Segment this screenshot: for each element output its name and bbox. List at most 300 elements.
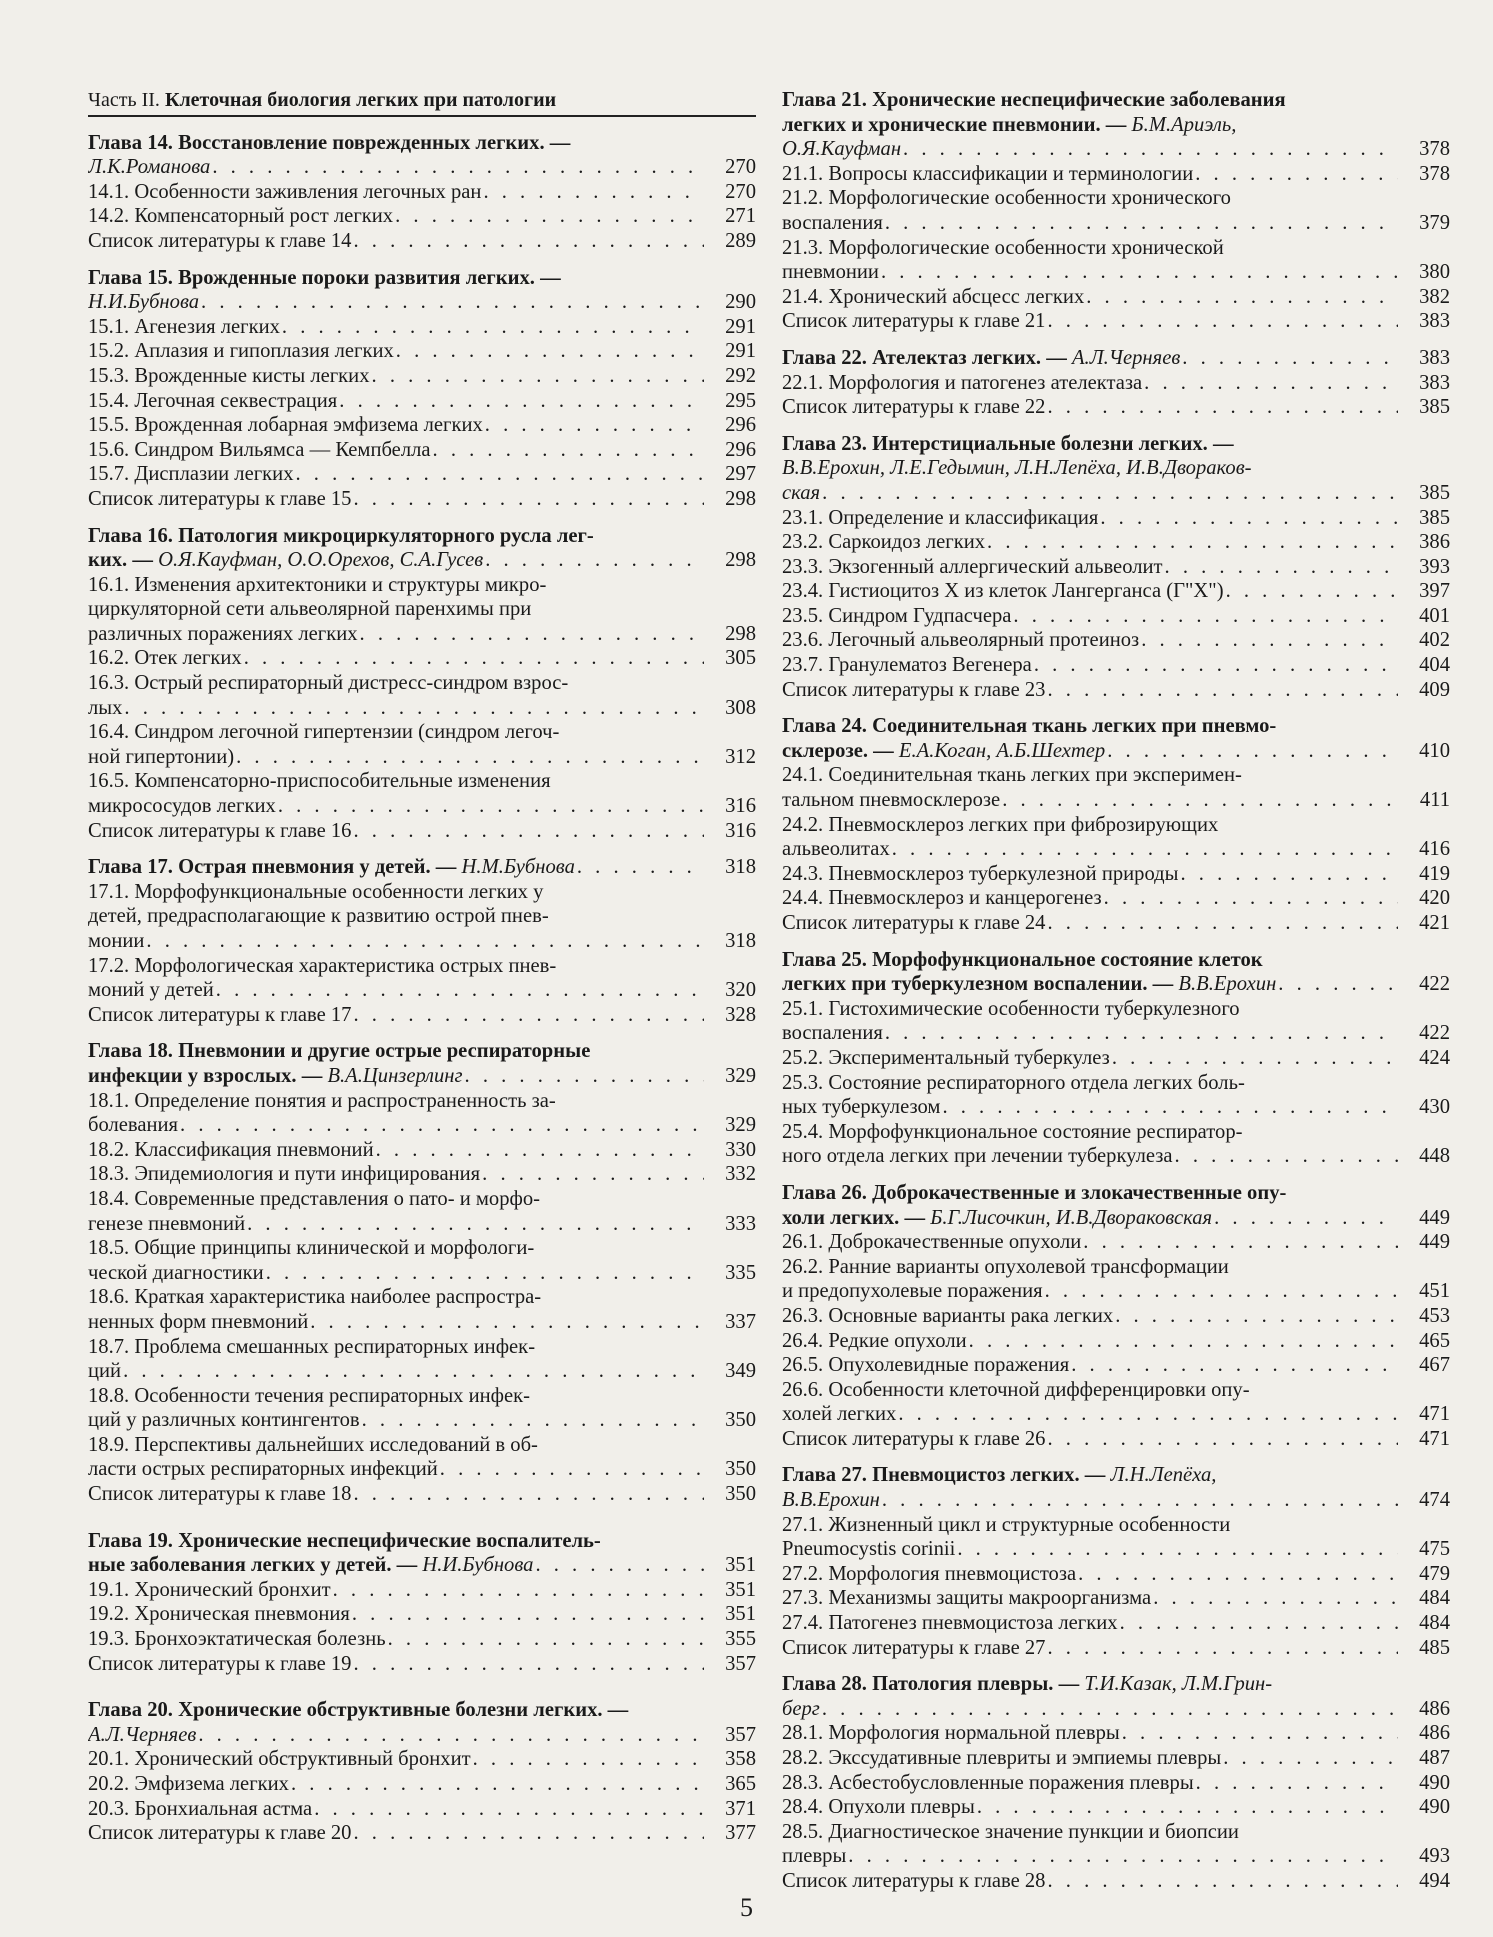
page-ref: 350: [725, 1483, 756, 1506]
line-lead: [782, 1514, 1230, 1536]
chapter-entry: [88, 1529, 756, 1677]
section-entry: [88, 1482, 756, 1507]
section-title: воспаления: [782, 211, 883, 234]
line-lead: [88, 413, 483, 438]
line-text: [782, 678, 1404, 703]
section-title: Список литературы к главе 20: [88, 1822, 352, 1845]
line-lead: [782, 1844, 846, 1869]
line-lead: [782, 1230, 1081, 1255]
section-entry: [88, 204, 756, 229]
line-lead: [88, 1003, 351, 1028]
section-title: пневмонии: [782, 261, 879, 284]
section-title: Список литературы к главе 23: [782, 678, 1046, 701]
line-lead: [88, 955, 556, 977]
dot-leader: [1047, 911, 1398, 936]
section-title: 16.1. Изменения архитектоники и структуры микро-: [88, 573, 547, 596]
line-lead: [782, 211, 883, 236]
section-title: Pneumocystis corinii: [782, 1538, 956, 1561]
entry-line: [88, 671, 756, 696]
page-ref: 484: [1419, 1587, 1450, 1610]
dot-leader: [822, 481, 1398, 506]
section-entry: [782, 285, 1450, 310]
entry-line: [782, 862, 1450, 887]
line-lead: [88, 770, 551, 792]
chapter-title-line: [88, 1039, 756, 1064]
line-lead: [88, 487, 351, 512]
line-text: [88, 1138, 710, 1163]
line-lead: [88, 1408, 360, 1433]
page-ref: 379: [1419, 211, 1450, 234]
line-text: [782, 555, 1404, 580]
line-text: [782, 1697, 1404, 1722]
section-title: 26.6. Особенности клеточной дифференцировки опу-: [782, 1378, 1250, 1401]
line-text: [88, 1797, 710, 1822]
line-text: [88, 339, 710, 364]
line-lead: [88, 1627, 386, 1652]
entry-line: [88, 1089, 756, 1114]
section-title: ческой диагностики: [88, 1261, 264, 1284]
section-title: Список литературы к главе 24: [782, 912, 1046, 934]
entry-line: [782, 1329, 1450, 1354]
chapter-title-text: Глава 19. Хронические неспецифические воспалитель-: [88, 1529, 601, 1552]
line-text: [782, 186, 1450, 211]
dot-leader: [353, 229, 704, 254]
line-text: [88, 720, 756, 745]
dot-leader: [881, 260, 1398, 285]
line-lead: [782, 395, 1045, 420]
line-text: [782, 1144, 1404, 1169]
section-title: 19.2. Хроническая пневмония: [88, 1603, 350, 1626]
section-title: различных поражениях легких: [88, 622, 358, 645]
line-lead: [782, 1464, 1216, 1486]
entry-line: [88, 1652, 756, 1677]
chapter-authors: Н.И.Бубнова: [88, 291, 200, 314]
section-title: 25.4. Морфофункциональное состояние респиратор-: [782, 1120, 1243, 1143]
section-title: Список литературы к главе 18: [88, 1483, 352, 1506]
page-ref: 292: [725, 364, 756, 387]
chapter-authors: Н.М.Бубнова: [461, 856, 575, 879]
section-entry: [88, 438, 756, 463]
section-title: 18.2. Классификация пневмоний: [88, 1138, 374, 1161]
dot-leader: [291, 1772, 704, 1797]
chapter-title-line: [88, 1553, 756, 1578]
line-text: [782, 837, 1404, 862]
chapter-authors: А.Л.Черняев: [1071, 346, 1181, 369]
line-lead: [88, 1310, 308, 1335]
dot-leader: [465, 1064, 704, 1089]
entry-line: [88, 1113, 756, 1138]
line-lead: [88, 1261, 264, 1286]
line-text: [782, 1636, 1404, 1661]
page-ref: 328: [725, 1003, 756, 1026]
section-title: 28.4. Опухоли плевры: [782, 1796, 975, 1819]
section-entry: [88, 720, 756, 769]
line-text: [88, 1698, 756, 1723]
section-title: Список литературы к главе 17: [88, 1003, 352, 1026]
section-entry: [782, 1562, 1450, 1587]
section-title: плевры: [782, 1845, 847, 1868]
section-entry: [782, 763, 1450, 812]
line-text: [782, 1206, 1404, 1231]
line-lead: [782, 739, 1105, 764]
line-text: [782, 88, 1450, 113]
section-title: 17.2. Морфологическая характеристика острых пнев-: [88, 954, 557, 977]
line-text: [88, 1039, 756, 1064]
dot-leader: [201, 290, 704, 315]
line-lead: [782, 972, 1276, 997]
page-ref: 484: [1419, 1612, 1450, 1635]
section-entry: [88, 1772, 756, 1797]
entry-line: [88, 339, 756, 364]
section-title: 21.4. Хронический абсцесс легких: [782, 285, 1085, 308]
entry-line: [88, 880, 756, 905]
line-text: [88, 548, 710, 573]
line-lead: [88, 1699, 628, 1721]
section-title: 18.1. Определение понятия и распространенность за-: [88, 1089, 556, 1112]
section-entry: [88, 769, 756, 818]
section-title: 25.3. Состояние респираторного отдела легких боль-: [782, 1071, 1245, 1094]
page-ref: 351: [725, 1603, 756, 1626]
part-title: Клеточная биология легких при патологии: [164, 89, 557, 111]
entry-line: [782, 506, 1450, 531]
section-entry: [782, 309, 1450, 334]
entry-line: [88, 1138, 756, 1163]
chapter-title-text: Глава 24. Соединительная ткань легких при пневмо-: [782, 715, 1277, 738]
entry-line: [88, 1457, 756, 1482]
chapter-title-text: Глава 20. Хронические обструктивные болезни легких. —: [88, 1699, 629, 1722]
section-title: 19.3. Бронхоэктатическая болезнь: [88, 1628, 386, 1651]
line-text: [782, 432, 1450, 457]
dot-leader: [885, 211, 1398, 236]
line-lead: [782, 1488, 880, 1513]
entry-line: [782, 1795, 1450, 1820]
dot-leader: [1112, 1046, 1398, 1071]
line-lead: [782, 260, 879, 285]
dot-leader: [1165, 555, 1398, 580]
entry-line: [782, 579, 1450, 604]
entry-line: [782, 1279, 1450, 1304]
line-text: [88, 1408, 710, 1433]
section-entry: [88, 487, 756, 512]
section-entry: [782, 628, 1450, 653]
chapter-authors: Б.Г.Лисочкин, И.В.Двораковская: [930, 1206, 1213, 1229]
section-entry: [782, 813, 1450, 862]
chapter-authors: Л.К.Романова: [88, 156, 211, 179]
page-ref: 467: [1419, 1354, 1450, 1377]
line-text: [88, 438, 710, 463]
line-lead: [88, 1772, 289, 1797]
entry-line: [88, 413, 756, 438]
line-text: [782, 1820, 1450, 1845]
section-entry: [88, 1627, 756, 1652]
entry-line: [88, 904, 756, 929]
line-text: [88, 1187, 756, 1212]
dot-leader: [198, 1723, 704, 1748]
section-entry: [88, 1089, 756, 1138]
chapter-title-line: [782, 1697, 1450, 1722]
section-title: 23.7. Гранулематоз Вегенера: [782, 654, 1032, 677]
page-ref: 291: [725, 315, 756, 338]
line-text: [782, 346, 1404, 371]
section-entry: [782, 186, 1450, 235]
entry-line: [88, 794, 756, 819]
line-text: [88, 413, 710, 438]
chapter-title-line: [88, 1698, 756, 1723]
chapter-title-line: [782, 714, 1450, 739]
line-text: [782, 1869, 1404, 1894]
entry-line: [782, 604, 1450, 629]
dot-leader: [180, 1113, 704, 1138]
dot-leader: [1182, 346, 1398, 371]
section-entry: [88, 462, 756, 487]
dot-leader: [1115, 1304, 1398, 1329]
dot-leader: [440, 1457, 704, 1482]
section-title: болевания: [88, 1114, 179, 1137]
chapter-authors: Е.А.Коган, А.Б.Шехтер: [898, 739, 1106, 762]
line-text: [88, 290, 710, 315]
chapter-title-text: легких при туберкулезном воспалении. —: [782, 973, 1174, 996]
chapter-title-line: [88, 290, 756, 315]
chapter-authors: Т.И.Казак, Л.М.Грин-: [1084, 1673, 1273, 1696]
chapter-entry: [88, 1039, 756, 1506]
section-title: 23.4. Гистиоцитоз Х из клеток Лангерганса (Г"Х"): [782, 580, 1224, 603]
dot-leader: [1078, 1562, 1398, 1587]
page-ref: 479: [1419, 1562, 1450, 1585]
line-lead: [88, 1457, 438, 1482]
section-title: 28.2. Экссудативные плевриты и эмпиемы плевры: [782, 1747, 1222, 1769]
line-text: [782, 371, 1404, 396]
section-title: 15.3. Врожденные кисты легких: [88, 364, 370, 387]
dot-leader: [376, 1138, 704, 1163]
section-entry: [782, 678, 1450, 703]
line-lead: [88, 1237, 534, 1259]
chapter-title-text: инфекции у взрослых. —: [88, 1064, 323, 1087]
section-entry: [782, 236, 1450, 285]
page-ref: 318: [725, 930, 756, 952]
section-title: Список литературы к главе 16: [88, 819, 352, 842]
entry-line: [88, 1772, 756, 1797]
section-title: 18.6. Краткая характеристика наиболее распростра-: [88, 1286, 542, 1309]
section-title: 24.3. Пневмосклероз туберкулезной природы: [782, 862, 1179, 885]
entry-line: [88, 1482, 756, 1507]
section-title: 25.2. Экспериментальный туберкулез: [782, 1046, 1110, 1069]
section-title: 15.6. Синдром Вильямса — Кемпбелла: [88, 438, 431, 461]
line-text: [88, 794, 710, 819]
line-text: [782, 997, 1450, 1022]
line-text: [782, 285, 1404, 310]
line-lead: [88, 574, 546, 596]
page-ref: 385: [1419, 506, 1450, 529]
line-text: [88, 1113, 710, 1138]
line-lead: [782, 678, 1045, 703]
dot-leader: [1120, 1611, 1398, 1636]
entry-line: [88, 819, 756, 844]
section-entry: [782, 1230, 1450, 1255]
chapter-title-text: Глава 28. Патология плевры. —: [782, 1673, 1080, 1696]
line-lead: [782, 137, 901, 162]
line-text: [782, 506, 1404, 531]
line-lead: [88, 389, 337, 414]
section-title: 26.5. Опухолевидные поражения: [782, 1354, 1070, 1377]
page-ref: 329: [725, 1064, 756, 1087]
line-lead: [782, 1206, 1212, 1231]
entry-line: [782, 763, 1450, 788]
line-lead: [88, 1482, 351, 1507]
entry-line: [88, 720, 756, 745]
section-title: 18.4. Современные представления о пато- и морфо-: [88, 1187, 540, 1210]
chapter-entry: [782, 1463, 1450, 1660]
dot-leader: [1104, 886, 1398, 911]
line-lead: [782, 1869, 1045, 1894]
dot-leader: [372, 364, 704, 389]
line-text: [88, 1433, 756, 1458]
dot-leader: [278, 794, 704, 819]
section-entry: [88, 1652, 756, 1677]
section-entry: [782, 530, 1450, 555]
line-text: [782, 1071, 1450, 1096]
dot-leader: [1180, 862, 1398, 887]
dot-leader: [362, 1408, 704, 1433]
chapter-title-line: [88, 1064, 756, 1089]
dot-leader: [1047, 395, 1398, 420]
chapter-title-line: [782, 739, 1450, 764]
page-ref: 385: [1419, 481, 1450, 504]
page-ref: 401: [1419, 604, 1450, 627]
entry-line: [782, 1071, 1450, 1096]
line-text: [88, 745, 710, 770]
line-text: [782, 1721, 1404, 1746]
entry-line: [782, 997, 1450, 1022]
dot-leader: [1071, 1353, 1398, 1378]
dot-leader: [282, 315, 704, 340]
entry-line: [782, 260, 1450, 285]
line-text: [782, 1021, 1404, 1046]
line-lead: [782, 1279, 1043, 1304]
section-entry: [88, 229, 756, 254]
line-lead: [88, 1821, 351, 1846]
line-text: [88, 131, 756, 156]
page-ref: 465: [1419, 1329, 1450, 1352]
line-text: [782, 1463, 1450, 1488]
page-ref: 298: [725, 549, 756, 572]
line-text: [88, 978, 710, 1003]
chapter-entry: [782, 88, 1450, 334]
section-title: 28.3. Асбестобусловленные поражения плевры: [782, 1771, 1194, 1794]
chapter-title-line: [88, 155, 756, 180]
entry-line: [782, 1230, 1450, 1255]
line-text: [782, 162, 1404, 187]
dot-leader: [353, 1003, 704, 1028]
section-title: циркуляторной сети альвеолярной паренхимы при: [88, 598, 532, 621]
section-entry: [782, 1820, 1450, 1869]
section-title: 27.4. Патогенез пневмоцистоза легких: [782, 1612, 1118, 1635]
line-lead: [88, 672, 568, 694]
line-lead: [782, 579, 1224, 604]
page-ref: 449: [1419, 1206, 1450, 1229]
page-ref: 298: [725, 487, 756, 510]
line-lead: [782, 1673, 1272, 1695]
line-lead: [782, 1182, 1286, 1204]
line-lead: [88, 1286, 541, 1308]
page-ref: 493: [1419, 1845, 1450, 1868]
section-entry: [88, 1285, 756, 1334]
section-title: ций: [88, 1360, 122, 1383]
page-ref: 397: [1419, 580, 1450, 603]
line-lead: [88, 696, 122, 721]
part-label: Часть II.: [88, 89, 160, 111]
dot-leader: [1047, 1636, 1398, 1661]
line-lead: [88, 1188, 540, 1210]
line-lead: [88, 646, 242, 671]
dot-leader: [395, 204, 704, 229]
section-entry: [782, 579, 1450, 604]
section-title: 20.3. Бронхиальная астма: [88, 1797, 313, 1820]
chapter-title-line: [782, 113, 1450, 138]
line-lead: [88, 1336, 535, 1358]
line-lead: [88, 1385, 530, 1407]
chapter-title-line: [782, 346, 1450, 371]
page-ref: 487: [1419, 1747, 1450, 1769]
chapter-title-line: [782, 481, 1450, 506]
chapter-title-text: ких. —: [88, 549, 153, 572]
chapter-title-text: Глава 21. Хронические неспецифические заболевания: [782, 89, 1286, 111]
dot-leader: [892, 837, 1398, 862]
dot-leader: [942, 1095, 1398, 1120]
line-lead: [88, 905, 549, 927]
line-lead: [88, 794, 276, 819]
chapter-entry: [782, 1672, 1450, 1893]
line-text: [88, 1652, 710, 1677]
dot-leader: [1047, 309, 1398, 334]
section-title: 23.2. Саркоидоз легких: [782, 531, 986, 554]
line-lead: [88, 155, 210, 180]
chapter-title-line: [782, 1181, 1450, 1206]
line-lead: [782, 1095, 940, 1120]
line-lead: [782, 1402, 896, 1427]
section-entry: [782, 162, 1450, 187]
section-entry: [782, 371, 1450, 396]
dot-leader: [353, 1482, 704, 1507]
entry-line: [88, 1335, 756, 1360]
line-text: [782, 1746, 1404, 1771]
dot-leader: [216, 978, 704, 1003]
section-entry: [782, 1378, 1450, 1427]
page-ref: 271: [725, 205, 756, 228]
dot-leader: [485, 413, 704, 438]
line-text: [782, 628, 1404, 653]
section-entry: [782, 1746, 1450, 1771]
page-ref: 422: [1419, 973, 1450, 996]
section-title: Список литературы к главе 28: [782, 1869, 1046, 1892]
line-lead: [782, 862, 1178, 887]
line-text: [88, 855, 710, 880]
section-entry: [88, 954, 756, 1003]
dot-leader: [1047, 678, 1398, 703]
section-title: альвеолитах: [782, 838, 890, 861]
section-title: 17.1. Морфофункциональные особенности легких у: [88, 880, 544, 903]
chapter-title-line: [88, 131, 756, 156]
page-ref: 382: [1419, 285, 1450, 308]
section-title: 21.2. Морфологические особенности хронического: [782, 187, 1231, 210]
section-entry: [782, 1353, 1450, 1378]
section-title: 18.3. Эпидемиология и пути инфицирования: [88, 1163, 481, 1186]
line-text: [88, 929, 710, 954]
page-ref: 409: [1419, 678, 1450, 701]
line-lead: [782, 998, 1240, 1020]
line-text: [88, 1602, 710, 1627]
line-text: [88, 1261, 710, 1286]
line-lead: [88, 1162, 480, 1187]
